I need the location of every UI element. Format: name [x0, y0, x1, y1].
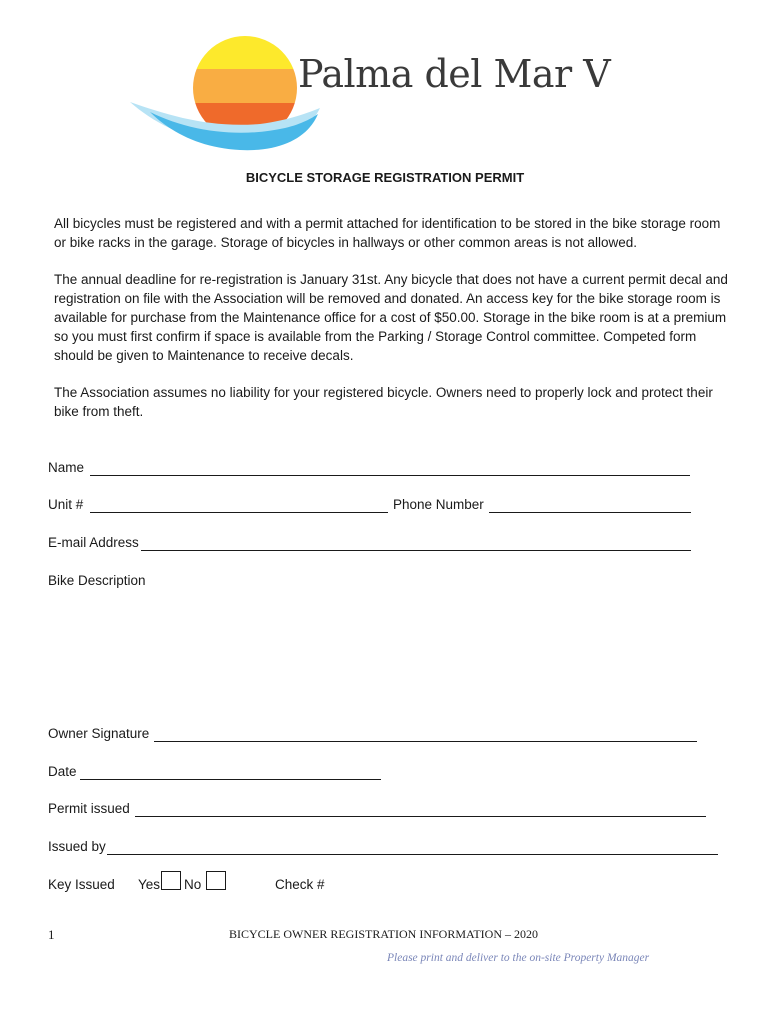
paragraph-liability: The Association assumes no liability for your registered bicycle. Owners need to properly lock and protect their bike from theft. [54, 385, 713, 419]
owner-signature-field[interactable] [154, 741, 697, 742]
issued-by-label: Issued by [48, 839, 106, 854]
page-number: 1 [48, 927, 55, 942]
brand-name: Palma del Mar V [298, 52, 611, 96]
paragraph-registration: All bicycles must be registered and with a permit attached for identification to be stored in the bike storage room or bike racks in the garage. Storage of bicycles in hallways or other common areas is not allowed. [54, 216, 721, 250]
permit-issued-field[interactable] [135, 816, 706, 817]
issued-by-field[interactable] [107, 854, 718, 855]
no-label: No [184, 877, 202, 892]
phone-label: Phone Number [393, 497, 484, 512]
bike-description-area[interactable] [48, 593, 698, 718]
date-field[interactable] [80, 779, 381, 780]
email-field[interactable] [141, 550, 691, 551]
permit-issued-label: Permit issued [48, 801, 130, 816]
email-label: E-mail Address [48, 535, 139, 550]
key-issued-label: Key Issued [48, 877, 115, 892]
yes-checkbox[interactable] [161, 871, 181, 890]
name-label: Name [48, 460, 85, 475]
check-number-label: Check # [275, 877, 325, 892]
bike-description-label: Bike Description [48, 573, 146, 588]
footer-title: BICYCLE OWNER REGISTRATION INFORMATION – 2020 [229, 927, 538, 941]
yes-label: Yes [138, 877, 161, 892]
unit-field[interactable] [90, 512, 388, 513]
owner-signature-label: Owner Signature [48, 726, 150, 741]
unit-label: Unit # [48, 497, 84, 512]
date-label: Date [48, 764, 77, 779]
paragraph-deadline: The annual deadline for re-registration is January 31st. Any bicycle that does not have a current permit decal and registration on file with the Association will be removed and donated. An access key for the bike storage room is available for purchase from the Maintenance office for a cost of $50.00. Storage in the bike room is at a premium so you must first confirm if space is available from the Parking / Storage Control committee. Competed form should be given to Maintenance to receive decals. [54, 272, 728, 363]
no-checkbox[interactable] [206, 871, 226, 890]
name-field[interactable] [90, 475, 690, 476]
document-title: BICYCLE STORAGE REGISTRATION PERMIT [245, 170, 525, 185]
phone-field[interactable] [489, 512, 691, 513]
footer-note: Please print and deliver to the on-site Property Manager [387, 952, 650, 964]
